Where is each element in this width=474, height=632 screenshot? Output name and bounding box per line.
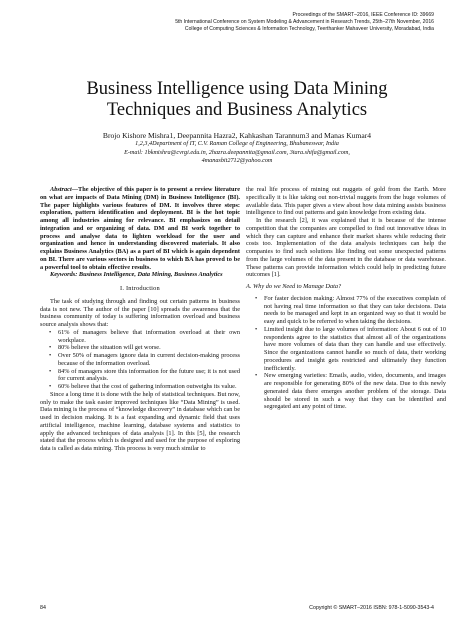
keywords-label: Keywords: xyxy=(50,271,78,279)
author-list: Brojo Kishore Mishra1, Deepannita Hazra2, Kahkashan Tarannum3 and Manas Kumar4 xyxy=(102,131,372,140)
keywords-text: Business Intelligence, Data Mining, Business Analytics xyxy=(77,271,223,279)
list-item: • Over 50% of managers ignore data in current decision-making process because of the information overload. xyxy=(40,352,240,368)
need-data-bullet-list xyxy=(246,295,446,411)
abstract-label: Abstract xyxy=(50,186,72,193)
intro-paragraph-1: The task of studying through and finding out certain patterns in business data is not new. The author of the paper [10] spreads the awareness that the business community of today is suffering information overload and business source analysis shows that: xyxy=(40,297,240,328)
intro-paragraph-2: Since a long time it is done with the help of statistical techniques. But now, only to make the task easier improved techniques like “Data Mining” is used. Data mining is the process of “knowledge discovery” in database which can be used in decision making. It is a fast expanding and dynamic field that uses artificial intelligence, machine learning, database systems and statistics to apply the advanced techniques of data analysis [1]. In this [5], the research stated that the process which is designed and used for the purpose of exploring data is called as data mining. This process is very much similar to xyxy=(40,390,240,452)
list-item: • New emerging varieties: Emails, audio, video, documents, and images are responsible for generating 80% of the new data. Due to this newly generated data there emerges another problem of the storage. Data should be stored in such a way that they can be identified and segregated ant any point of time. xyxy=(246,372,446,411)
copyright-notice: Copyright © SMART–2016 ISBN: 978-1-5090-3543-4 xyxy=(309,605,434,611)
section-heading-introduction: I. Introduction xyxy=(120,285,160,292)
right-paragraph-2: In the research [2], it was explained that it is because of the intense competition that the companies are compelled to find out innovative ideas in which they can capture and enhance their market shares while reducing their costs too. Implementation of the data analysis techniques can help the companies to find such solutions like finding out some unexpected patterns from the large volumes of the data present in the database or data warehouse. These patterns can provide information which could help in predicting future outcomes [1]. xyxy=(246,217,446,279)
abstract xyxy=(40,186,240,271)
title-line-1: Business Intelligence using Data Mining xyxy=(86,79,388,99)
header-line-1: Proceedings of the SMART–2016, IEEE Conference ID: 39669 xyxy=(292,12,434,18)
page-number: 84 xyxy=(40,605,46,611)
affiliation-block xyxy=(0,140,474,166)
affiliation-dept: 1,2,3,4Department of IT, C.V. Raman College of Engineering, Bhubaneswar, India xyxy=(135,140,339,147)
list-item: • 60% believe that the cost of gathering information outweighs its value. xyxy=(40,383,240,391)
header-line-2: 5th International Conference on System Modeling & Advancement in Research Trends, 25th–27th November, 2016 xyxy=(175,19,434,26)
affiliation-emails: E-mail: 1bkmishra@cvrgi.edu.in, 2hazra.deepannita@gmail.com, 3tara.shifa@gmail.com, xyxy=(124,148,350,156)
running-header xyxy=(34,12,434,34)
right-paragraph-1: the real life process of mining out nuggets of gold from the Earth. More specifically it is like taking out non-trivial nuggets from the huge volumes of available data. This paper gives a view about how data mining assists business intelligence to find out patterns and gain knowledge from existing data. xyxy=(246,186,446,217)
header-line-3: College of Computing Sciences & Information Technology, Teerthanker Mahaveer University, Moradabad, India xyxy=(184,26,434,33)
title-line-2: Techniques and Business Analytics xyxy=(106,100,368,120)
list-item: • 61% of managers believe that information overload at their own workplace. xyxy=(40,329,240,345)
right-column xyxy=(246,186,446,411)
subsection-heading: A. Why do we Need to Manage Data? xyxy=(246,283,342,290)
paper-title xyxy=(0,79,474,121)
list-item: • For faster decision making: Almost 77% of the executives complain of not having real time information so that they can take decisions. Data needs to be managed and kept in an organized way so that it would be easy and quick to be referred to when taking the decisions. xyxy=(246,295,446,326)
list-item: • 80% believe the situation will get worse. xyxy=(40,344,240,352)
list-item: • 84% of managers store this information for the future use; it is not used for current analysis. xyxy=(40,368,240,384)
list-item: • Limited insight due to large volumes of information: About 6 out of 10 respondents agree to the statistics that almost all of the organizations have more volumes of data than they can handle and use effectively. Since the organizations cannot handle so much of data, their working procedures and insight gets restricted and ultimately they function inefficiently. xyxy=(246,326,446,373)
left-column xyxy=(40,186,240,453)
affiliation-email-4: 4manasbit2712@yahoo.com xyxy=(201,157,273,165)
abstract-text: —The objective of this paper is to present a review literature on what are impacts of Data Mining (DM) in Business Intelligence (BI). The paper highlights various features of DM. It involves three steps: exploration, pattern identification and deployment. BI is the hot topic among all industries aiming for relevance. BI emphasizes on detail integration and or organizing of data. DM and BI work together to process and analyse data to lighten workload for the user and organization and hence in understanding discovered materials. It also explains Business Analytics (BA) as a part of BI which is again dependent on BI. There are various sectors in business to which BA has proved to be a powerful tool to obtain effective results. xyxy=(40,186,240,271)
keywords xyxy=(40,271,240,279)
intro-bullet-list xyxy=(40,329,240,391)
